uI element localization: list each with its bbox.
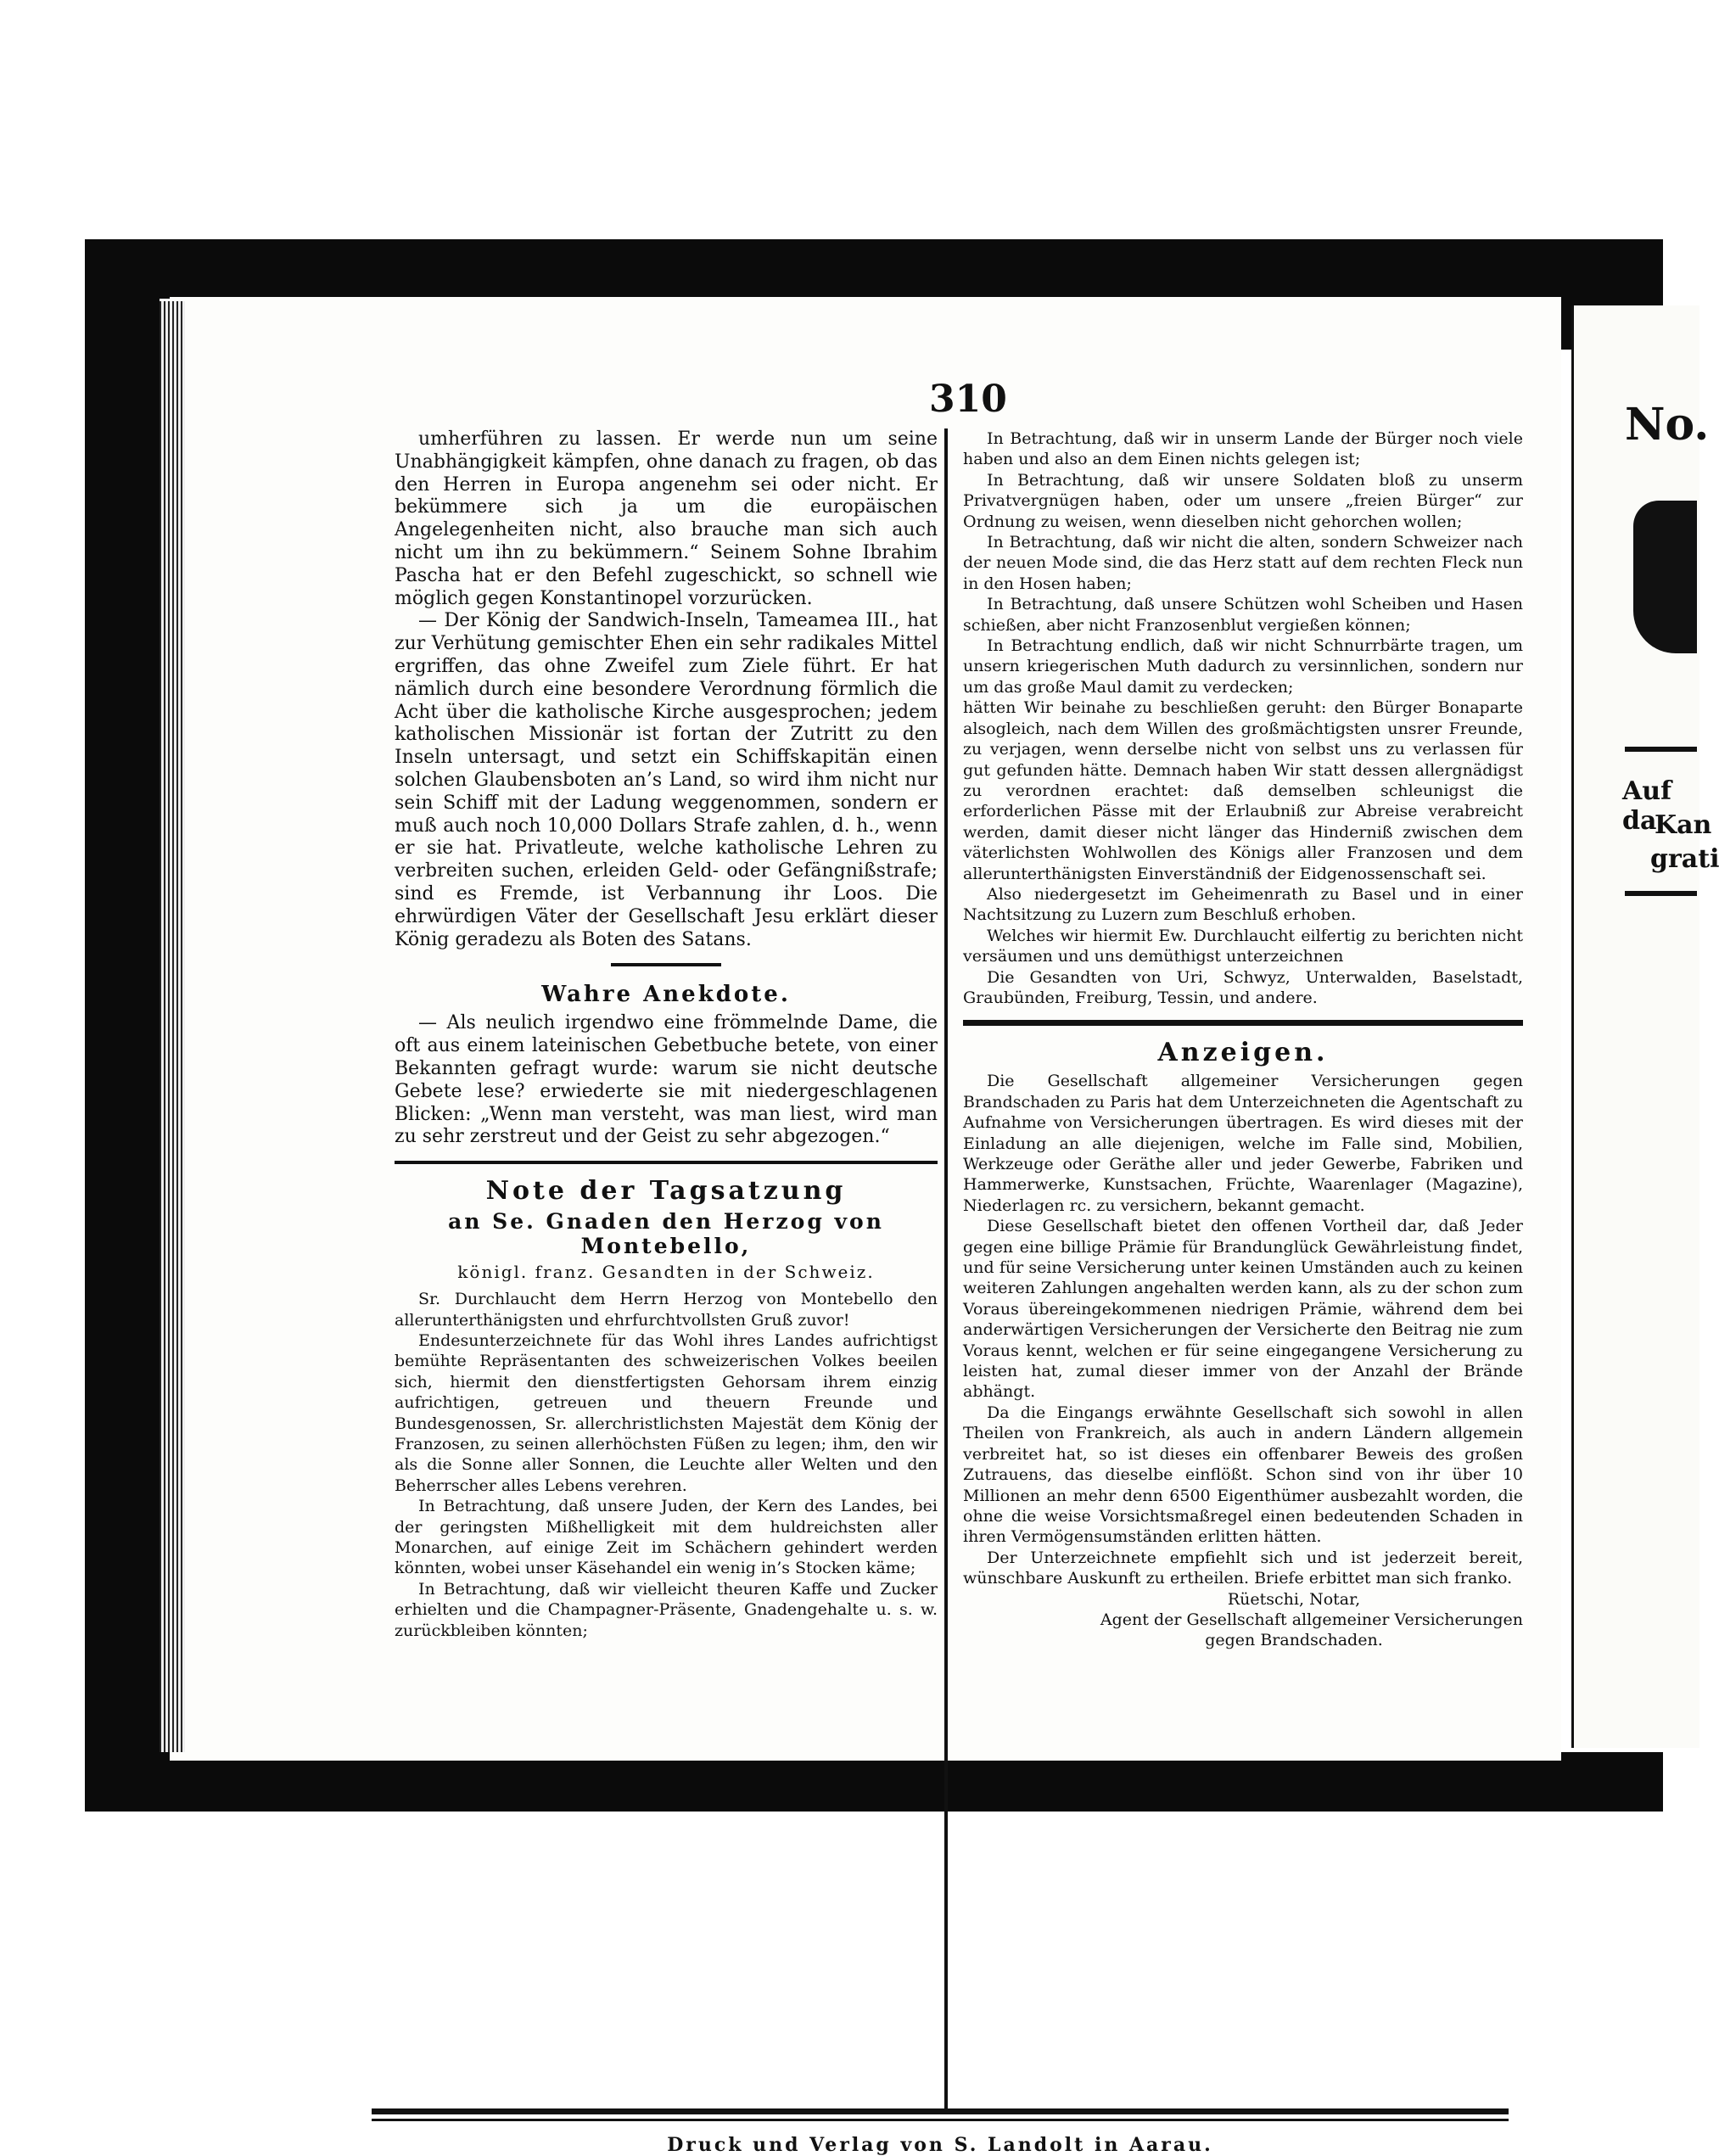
facing-page-text-3: grati: [1650, 844, 1719, 874]
note-paragraph: In Betrachtung, daß wir vielleicht theuren Kaffe und Zucker erhielten und die Champagner-Präsente, Gnadengehalte u. s. w. zurückbleiben könnten;: [395, 1579, 938, 1640]
imprint: Druck und Verlag von S. Landolt in Aarau.: [667, 2134, 1213, 2156]
anekdote-text: — Als neulich irgendwo eine frömmelnde Dame, die oft aus einem lateinischen Gebetbuche betete, von einer Bekannten gefragt wurde: warum sie nicht deutsche Gebete lese? erwiederte sie mit niedergeschlagenen Blicken: „Wenn man versteht, was man liest, wird man zu sehr zerstreut und der Geist zu sehr abgezogen.“: [395, 1012, 938, 1148]
column-divider: [944, 428, 948, 2108]
facing-page-ornament: [1633, 501, 1697, 653]
advert-paragraph: Der Unterzeichnete empfiehlt sich und ist jederzeit bereit, wünschbare Auskunft zu ertheilen. Briefe erbittet man sich franko.: [963, 1548, 1523, 1588]
advert-paragraph: Diese Gesellschaft bietet den offenen Vortheil dar, daß Jeder gegen eine billige Prämie für Brandunglück Gewährleistung findet, und für seine Versicherung unter keinen Umständen auch zu keinen weiteren Zahlungen angehalten werden kann, als zu der schon zum Voraus übereingekommenen niedrigen Prämie, während dem bei anderwärtigen Versicherungen der Versicherte den Beitrag nie zum Voraus kennt, welchen er für seine eingegangene Versicherung zu leisten hat, zumal dieser immer von der Anzahl der Brände abhängt.: [963, 1217, 1523, 1402]
note-paragraph: Also niedergesetzt im Geheimenrath zu Basel und in einer Nachtsitzung zu Luzern zum Beschluß erhoben.: [963, 884, 1523, 925]
page-edges: [160, 301, 185, 1752]
footer-rule: [372, 2108, 1509, 2114]
anzeigen-title: Anzeigen.: [1157, 1038, 1329, 1068]
note-paragraph: hätten Wir beinahe zu beschließen geruht: den Bürger Bonaparte alsogleich, nach dem Willen des großmächtigsten unsrer Freunde, zu verjagen, wenn derselbe nicht von selbst uns zu verlassen für gut gefunden hätte. Demnach haben Wir statt dessen allergnädigst zu verordnen erachtet: daß demselben schleunigst die erforderlichen Pässe mit der Erlaubniß zur Abreise verabreicht werden, damit dieser nicht länger das Hinderniß zwischen dem väterlichsten Wohlwollen des Königs aller Franzosen und dem allerunterthänigsten Einverständniß der Eidgenossenschaft sei.: [963, 698, 1523, 883]
note-paragraph: Endesunterzeichnete für das Wohl ihres Landes aufrichtigst bemühte Repräsentanten des schweizerischen Volkes beeilen sich, hiermit den dienstfertigsten Gehorsam ihrem einzig aufrichtigen, getreuen und theuern Freunde und Bundesgenossen, Sr. allerchristlichsten Majestät dem König der Franzosen, zu seinen allerhöchsten Füßen zu legen; ihm, den wir als die Sonne aller Sonnen, die Leuchte aller Welten und den Beherrscher alles Lebens verehren.: [395, 1330, 938, 1495]
advert-signature-title-2: gegen Brandschaden.: [1205, 1630, 1383, 1649]
facing-page-number-label: No.: [1625, 399, 1710, 451]
note-paragraph: In Betrachtung, daß wir in unserm Lande der Bürger noch viele haben und also an dem Einen nichts gelegen ist;: [963, 429, 1523, 469]
advert-paragraph: Die Gesellschaft allgemeiner Versicherungen gegen Brandschaden zu Paris hat dem Unterzeichneten die Agentschaft zu Aufnahme von Versicherungen übertragen. Es wird dieses mit der Einladung an alle diejenigen, welche im Falle sind, Mobilien, Werkzeuge oder Geräthe aller und jeder Gewerbe, Fabriken und Hammerwerke, Kunstsachen, Früchte, Waarenlager (Magazine), Niederlagen rc. zu versichern, bekannt gemacht.: [963, 1072, 1523, 1215]
note-subtitle-2: königl. franz. Gesandten in der Schweiz.: [457, 1262, 875, 1283]
section-divider: [963, 1020, 1523, 1026]
page-number: 310: [929, 378, 1007, 421]
scan-border-bottom: [85, 1752, 1663, 1812]
note-paragraph: In Betrachtung, daß wir unsere Soldaten bloß zu unserm Privatvergnügen haben, oder um unsere „freien Bürger“ zur Ordnung zu weisen, wenn dieselben nicht gehorchen wollen;: [963, 470, 1523, 531]
note-paragraph: Welches wir hiermit Ew. Durchlaucht eilfertig zu berichten nicht versäumen und uns demüthigst unterzeichnen: [963, 926, 1523, 966]
note-paragraph: In Betrachtung endlich, daß wir nicht Schnurrbärte tragen, um unsern kriegerischen Muth dadurch zu versinnlichen, sondern nur um das große Maul damit zu verdecken;: [963, 636, 1523, 697]
note-paragraph: In Betrachtung, daß unsere Juden, der Kern des Landes, bei der geringsten Mißhelligkeit mit dem huldreichsten aller Monarchen, auf einige Zeit im Schächern gehindert werden könnten, wobei unser Käsehandel ein wenig in’s Stocken käme;: [395, 1497, 938, 1578]
scan-border-top: [85, 239, 1417, 299]
facing-page-text-1: Auf da: [1622, 776, 1671, 836]
facing-page-text-2: Kan: [1655, 810, 1712, 840]
scan-border-left: [85, 239, 160, 1796]
article-paragraph: — Der König der Sandwich-Inseln, Tameamea III., hat zur Verhütung gemischter Ehen ein sehr radikales Mittel ergriffen, das ohne Zweifel zum Ziele führt. Er hat nämlich durch eine besondere Verordnung förmlich die Acht über die katholische Kirche ausgesprochen; jedem katholischen Missionär ist fortan der Zutritt zu den Inseln untersagt, und setzt ein Schiffskapitän einen solchen Glaubensboten an’s Land, so wird ihm nicht nur sein Schiff mit der Ladung weggenommen, sondern er muß auch noch 10,000 Dollars Strafe zahlen, d. h., wenn er sie hat. Privatleute, welche katholische Lehren zu verbreiten suchen, erleiden Geld- oder Gefängnißstrafe; sind es Fremde, ist Verbannung ihr Loos. Die ehrwürdigen Väter der Gesellschaft Jesu erklärt dieser König geradezu als Boten des Satans.: [395, 610, 938, 950]
facing-page-rule: [1625, 747, 1697, 752]
advert-paragraph: Da die Eingangs erwähnte Gesellschaft sich sowohl in allen Theilen von Frankreich, als auch in andern Ländern allgemein verbreitet hat, so ist dieses ein offenbarer Beweis des großen Zutrauens, das dieselbe einflößt. Schon sind von ihr über 10 Millionen an mehr denn 6500 Eigenthümer ausbezahlt worden, die ohne die weise Vorsichtsmaßregel einen bedeutenden Schaden in ihren Vermögensumständen erlitten hätten.: [963, 1403, 1523, 1547]
note-signatories: Die Gesandten von Uri, Schwyz, Unterwalden, Baselstadt, Graubünden, Freiburg, Tessin, und andere.: [963, 967, 1523, 1007]
left-column: [395, 428, 938, 1641]
note-paragraph: In Betrachtung, daß unsere Schützen wohl Scheiben und Hasen schießen, aber nicht Franzosenblut vergießen können;: [963, 595, 1523, 635]
section-divider: [395, 1161, 938, 1164]
advert-signature-title: Agent der Gesellschaft allgemeiner Versicherungen: [1100, 1610, 1523, 1629]
facing-page-rule-2: [1625, 891, 1697, 896]
note-greeting: Sr. Durchlaucht dem Herrn Herzog von Montebello den allerunterthänigsten und ehrfurchtvollsten Gruß zuvor!: [395, 1290, 938, 1330]
advert-signature-name: Rüetschi, Notar,: [1227, 1589, 1361, 1609]
short-divider: [611, 963, 721, 966]
article-paragraph: umherführen zu lassen. Er werde nun um seine Unabhängigkeit kämpfen, ohne danach zu fragen, ob das den Herren in Europa angenehm sei oder nicht. Er bekümmere sich ja um die europäischen Angelegenheiten nicht, also brauche man sich auch nicht um ihn zu bekümmern.“ Seinem Sohne Ibrahim Pascha hat er den Befehl zugeschickt, so schnell wie möglich gegen Konstantinopel vorzurücken.: [395, 428, 938, 609]
note-title: Note der Tagsatzung: [485, 1176, 847, 1207]
footer-rule-thin: [372, 2119, 1509, 2121]
note-paragraph: In Betrachtung, daß wir nicht die alten, sondern Schweizer nach der neuen Mode sind, die das Herz statt auf dem rechten Fleck nun in den Hosen haben;: [963, 533, 1523, 593]
right-column: [963, 428, 1523, 1650]
anekdote-title: Wahre Anekdote.: [541, 982, 791, 1008]
note-subtitle: an Se. Gnaden den Herzog von Montebello,: [448, 1209, 884, 1259]
